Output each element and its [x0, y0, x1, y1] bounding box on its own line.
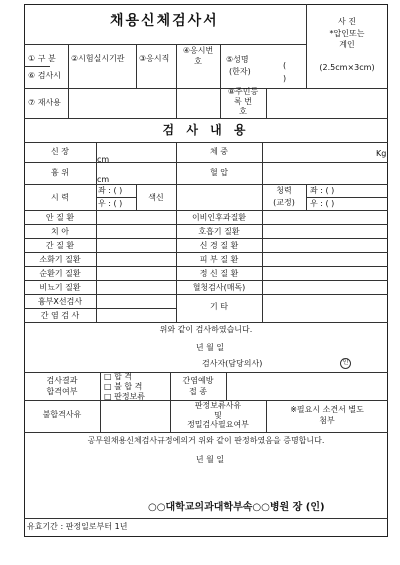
- disease-neuro: 신 경 질 환: [199, 241, 239, 250]
- exam-no-label: ④응시번: [182, 46, 214, 55]
- rule: [306, 197, 388, 198]
- form-title: 채용신체검사서: [110, 13, 219, 29]
- disease-urinary: 비뇨기 질환: [39, 283, 81, 292]
- rrn-label-1: ⑧주민등: [227, 87, 259, 96]
- rule: [24, 66, 50, 67]
- color-vision-label: 색신: [148, 193, 164, 202]
- height-label: 신 장: [51, 147, 69, 156]
- disease-eye: 안 질 환: [45, 213, 75, 222]
- disease-liver: 간 질 환: [45, 241, 75, 250]
- photo-note-1: *압인또는: [329, 29, 365, 38]
- exam-date-label: ⑥ 검사시: [28, 71, 61, 80]
- rule: [262, 142, 263, 322]
- vision-right: 우 : ( ): [98, 199, 123, 208]
- examiner-label: 검사자(담당의사): [202, 359, 263, 368]
- rule: [24, 44, 306, 45]
- validity-text: 유효기간 : 판정일로부터 1년: [27, 522, 128, 531]
- exam-org-label: ②시험실시기관: [71, 54, 125, 63]
- note-line-2: 첨부: [319, 416, 335, 425]
- rule: [96, 197, 136, 198]
- detail-exam-label: 정밀검사필요여부: [187, 420, 249, 429]
- hold-and-label: 및: [214, 411, 222, 420]
- vaccination-label: 접 종: [189, 387, 207, 396]
- section-title: 검 사 내 용: [162, 123, 250, 137]
- disease-respiratory: 호흡기 질환: [198, 227, 240, 236]
- disease-teeth: 치 아: [51, 227, 69, 236]
- photo-label: 사 진: [338, 17, 356, 26]
- hearing-corrected-label: (교정): [273, 198, 295, 207]
- gubun-label: ① 구 분: [28, 54, 56, 63]
- rrn-label-3: 호: [239, 107, 247, 116]
- rule: [226, 372, 227, 400]
- bp-label: 혈 압: [210, 168, 228, 177]
- disease-chest-xray: 흉부X선검사: [37, 297, 83, 306]
- rule: [24, 88, 388, 89]
- name-label: ⑤성명: [226, 55, 249, 64]
- rule: [24, 322, 388, 323]
- rule: [176, 184, 177, 210]
- rule: [24, 372, 388, 373]
- rule: [266, 400, 267, 432]
- hospital-signature: ○○대학교의과대학부속○○병원 장 (인): [148, 502, 325, 513]
- option-fail[interactable]: □ 불 합 격: [104, 382, 143, 391]
- hold-reason-label: 판정보류사유: [194, 401, 242, 410]
- rule: [24, 118, 388, 119]
- disease-skin: 피 부 질 환: [199, 255, 239, 264]
- hepatitis-vaccine-label: 간염예방: [182, 376, 214, 385]
- rule: [100, 372, 101, 432]
- vision-label: 시 력: [51, 193, 69, 202]
- disease-mental: 정 신 질 환: [199, 269, 239, 278]
- rule: [220, 44, 221, 118]
- option-hold[interactable]: □ 판정보류: [104, 392, 146, 401]
- rule: [24, 432, 388, 433]
- hearing-left: 좌 : ( ): [310, 186, 335, 195]
- seal-label: 인: [342, 359, 349, 366]
- applied-job-label: ③응시직: [139, 54, 170, 63]
- disease-digestive: 소화기 질환: [39, 255, 81, 264]
- rrn-label-2: 록 번: [234, 97, 252, 106]
- rule: [24, 252, 388, 253]
- rule: [24, 210, 388, 211]
- photo-size: (2.5cm×3cm): [319, 63, 375, 72]
- rule: [24, 266, 388, 267]
- hearing-label: 청력: [276, 186, 292, 195]
- rule: [266, 88, 267, 118]
- reexam-label: ⑦ 재사용: [28, 98, 61, 107]
- rule: [24, 142, 388, 143]
- photo-note-2: 계인: [339, 40, 355, 49]
- fail-reason-label: 불합격사유: [42, 410, 82, 419]
- confirm-date: 년 월 일: [195, 343, 225, 352]
- disease-ent: 이비인후과질환: [191, 213, 247, 222]
- confirm-text: 위와 같이 검사하였습니다.: [159, 325, 253, 334]
- option-pass[interactable]: □ 합 격: [104, 372, 133, 381]
- rule: [96, 142, 97, 322]
- rule: [24, 308, 176, 309]
- chest-unit: cm: [97, 175, 110, 184]
- rule: [24, 294, 388, 295]
- disease-serology: 혈청검사(매독): [192, 283, 246, 292]
- weight-unit: Kg: [376, 149, 387, 158]
- seal-circle: [340, 358, 351, 369]
- result-label: 검사결과: [46, 376, 78, 385]
- other-label: 기 타: [210, 302, 228, 311]
- cert-date: 년 월 일: [195, 455, 225, 464]
- note-line-1: ※필요시 소견서 별도: [290, 405, 364, 414]
- rule: [24, 224, 388, 225]
- paren-open: (: [283, 61, 287, 70]
- rule: [24, 518, 388, 519]
- rule: [24, 184, 388, 185]
- height-unit: cm: [97, 155, 110, 164]
- exam-no-label-2: 호: [194, 57, 202, 66]
- weight-label: 체 중: [210, 147, 228, 156]
- cert-text: 공무원채용신체검사규정에의거 위와 같이 판정하였음을 증명합니다.: [87, 436, 325, 445]
- paren-close: ): [283, 74, 287, 83]
- rule: [24, 238, 388, 239]
- rule: [136, 44, 137, 88]
- vision-left: 좌 : ( ): [98, 186, 123, 195]
- hearing-right: 우 : ( ): [310, 199, 335, 208]
- chest-label: 흉 위: [51, 168, 69, 177]
- disease-circulatory: 순환기 질환: [39, 269, 81, 278]
- name-hanja-label: (한자): [229, 67, 251, 76]
- pass-status-label: 합격여부: [46, 387, 78, 396]
- rule: [68, 44, 69, 118]
- rule: [24, 162, 388, 163]
- disease-hepatitis-test: 간 염 검 사: [40, 311, 80, 320]
- rule: [24, 280, 388, 281]
